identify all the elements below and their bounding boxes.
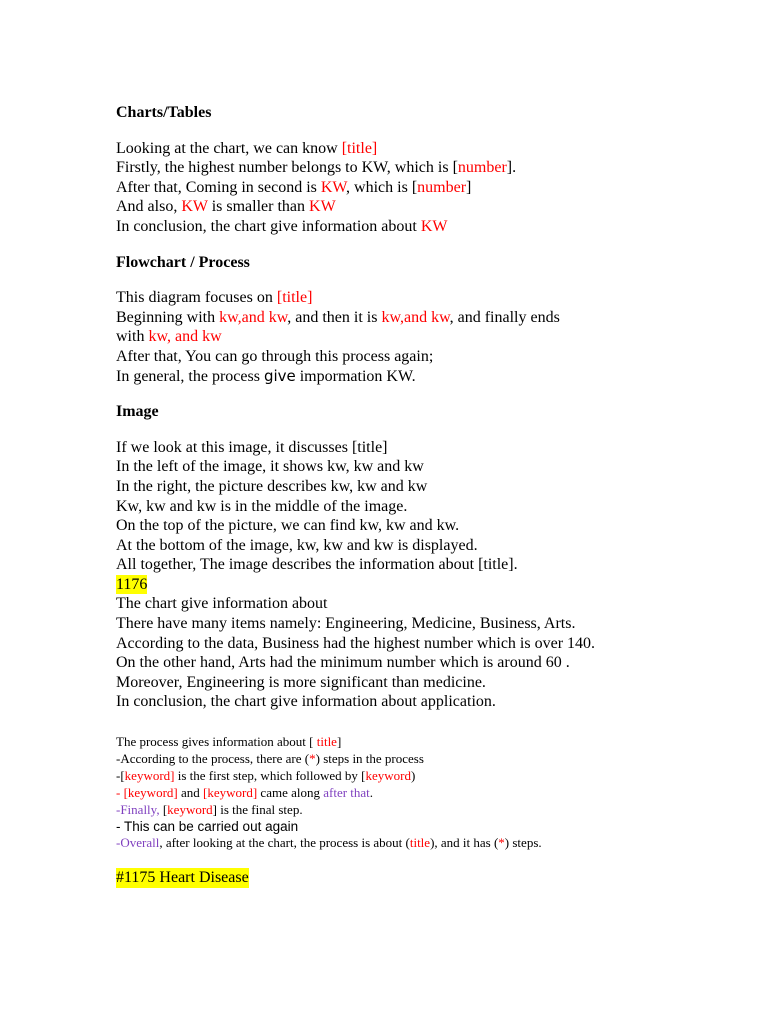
text-segment: came along bbox=[257, 784, 324, 800]
text-segment: is smaller than bbox=[207, 198, 310, 216]
text-segment: and bbox=[177, 784, 204, 800]
text-segment: Firstly, the highest number belongs to KW, which is [ bbox=[116, 159, 458, 177]
process-line-3 bbox=[116, 768, 748, 785]
flow-line-4: After that, You can go through this process again; bbox=[116, 347, 434, 365]
text-segment: , after looking at the chart, the process is about ( bbox=[159, 835, 410, 851]
red-keyword: KW bbox=[309, 198, 336, 216]
text-segment: . bbox=[369, 784, 374, 800]
sample-line: On the other hand, Arts had the minimum number which is around 60 . bbox=[116, 654, 570, 672]
sample-line: In conclusion, the chart give information about application. bbox=[116, 693, 496, 711]
process-line-4 bbox=[116, 785, 748, 802]
red-keyword: [title] bbox=[341, 139, 378, 157]
text-segment: is the first step, which followed by [ bbox=[174, 767, 366, 783]
red-keyword: * bbox=[498, 835, 505, 851]
red-keyword: [keyword] bbox=[203, 784, 258, 800]
charts-line-5 bbox=[116, 217, 748, 237]
process-line-2 bbox=[116, 751, 748, 768]
red-keyword: - [keyword] bbox=[116, 784, 178, 800]
image-line: Kw, kw and kw is in the middle of the image. bbox=[116, 497, 408, 515]
red-keyword: title bbox=[409, 835, 431, 851]
text-segment: And also, bbox=[116, 198, 182, 216]
red-keyword: KW bbox=[320, 178, 347, 196]
charts-line-4 bbox=[116, 197, 748, 217]
flow-line-3 bbox=[116, 327, 748, 347]
purple-keyword: -Overall bbox=[116, 835, 160, 851]
red-keyword: kw, and kw bbox=[148, 328, 222, 346]
charts-line-3 bbox=[116, 178, 748, 198]
text-segment: Looking at the chart, we can know bbox=[116, 139, 342, 157]
flow-line-2 bbox=[116, 308, 748, 328]
text-segment: ] is the final step. bbox=[212, 801, 303, 817]
text-segment: After that, Coming in second is bbox=[116, 178, 321, 196]
image-heading: Image bbox=[116, 403, 159, 421]
sample-line: According to the data, Business had the highest number which is over 140. bbox=[116, 634, 596, 652]
text-segment: ) steps. bbox=[504, 835, 542, 851]
red-keyword: keyword bbox=[167, 801, 213, 817]
charts-tables-heading: Charts/Tables bbox=[116, 104, 212, 121]
text-segment: , which is [ bbox=[346, 178, 418, 196]
text-segment: This diagram focuses on bbox=[116, 289, 277, 307]
sample-line: There have many items namely: Engineering, Medicine, Business, Arts. bbox=[116, 615, 576, 633]
image-line: At the bottom of the image, kw, kw and kw is displayed. bbox=[116, 536, 478, 554]
red-keyword: KW bbox=[420, 217, 448, 235]
text-segment: ) steps in the process bbox=[315, 750, 424, 766]
red-keyword: kw,and kw bbox=[381, 308, 450, 326]
image-line: On the top of the picture, we can find kw, kw and kw. bbox=[116, 517, 460, 535]
image-line: All together, The image describes the information about [title]. bbox=[116, 556, 518, 574]
image-line: If we look at this image, it discusses [title] bbox=[116, 438, 388, 456]
red-keyword: number bbox=[457, 159, 507, 177]
flowchart-heading: Flowchart / Process bbox=[116, 253, 250, 271]
red-keyword: keyword] bbox=[124, 767, 175, 783]
text-segment: ] bbox=[466, 178, 472, 196]
process-line-5 bbox=[116, 802, 748, 819]
text-segment: In general, the process bbox=[116, 367, 264, 385]
image-line: In the left of the image, it shows kw, kw and kw bbox=[116, 458, 424, 476]
text-segment: ) bbox=[411, 767, 416, 783]
charts-line-2 bbox=[116, 158, 748, 178]
sample-line: Moreover, Engineering is more significant than medicine. bbox=[116, 673, 486, 691]
sample-1176-tag: 1176 bbox=[116, 575, 148, 593]
text-segment: ), and it has ( bbox=[430, 835, 499, 851]
red-keyword: kw,and kw bbox=[219, 308, 288, 326]
purple-keyword: after that bbox=[323, 784, 370, 800]
red-keyword: * bbox=[309, 750, 316, 766]
text-segment: with bbox=[116, 328, 149, 346]
text-segment: impormation KW. bbox=[295, 367, 416, 385]
process-line-7 bbox=[116, 835, 748, 852]
text-segment: , and then it is bbox=[287, 308, 382, 326]
text-segment: In conclusion, the chart give information about bbox=[116, 217, 421, 235]
text-segment: -According to the process, there are ( bbox=[116, 750, 310, 766]
flow-line-1 bbox=[116, 288, 748, 308]
charts-line-1 bbox=[116, 139, 748, 159]
red-keyword: [title] bbox=[276, 289, 313, 307]
red-keyword: keyword bbox=[365, 767, 411, 783]
process-line-6: - This can be carried out again bbox=[116, 818, 299, 834]
image-line: In the right, the picture describes kw, kw and kw bbox=[116, 477, 428, 495]
red-keyword: KW bbox=[181, 198, 208, 216]
heart-disease-tag-line bbox=[116, 868, 748, 888]
heart-disease-tag: #1175 Heart Disease bbox=[116, 869, 249, 887]
process-line-1 bbox=[116, 734, 748, 751]
text-segment: -[ bbox=[116, 767, 125, 783]
red-keyword: title bbox=[316, 734, 337, 750]
sans-word: give bbox=[263, 366, 296, 385]
text-segment: ]. bbox=[506, 159, 517, 177]
red-keyword: number bbox=[417, 178, 467, 196]
flow-line-5 bbox=[116, 367, 748, 387]
text-segment: The process gives information about [ bbox=[116, 734, 317, 750]
text-segment: Beginning with bbox=[116, 308, 220, 326]
sample-1176-tag-line bbox=[116, 575, 748, 595]
purple-keyword: -Finally, bbox=[116, 801, 163, 817]
text-segment: , and finally ends bbox=[449, 308, 560, 326]
text-segment: [ bbox=[162, 801, 168, 817]
sample-line: The chart give information about bbox=[116, 595, 328, 613]
text-segment: ] bbox=[336, 734, 342, 750]
